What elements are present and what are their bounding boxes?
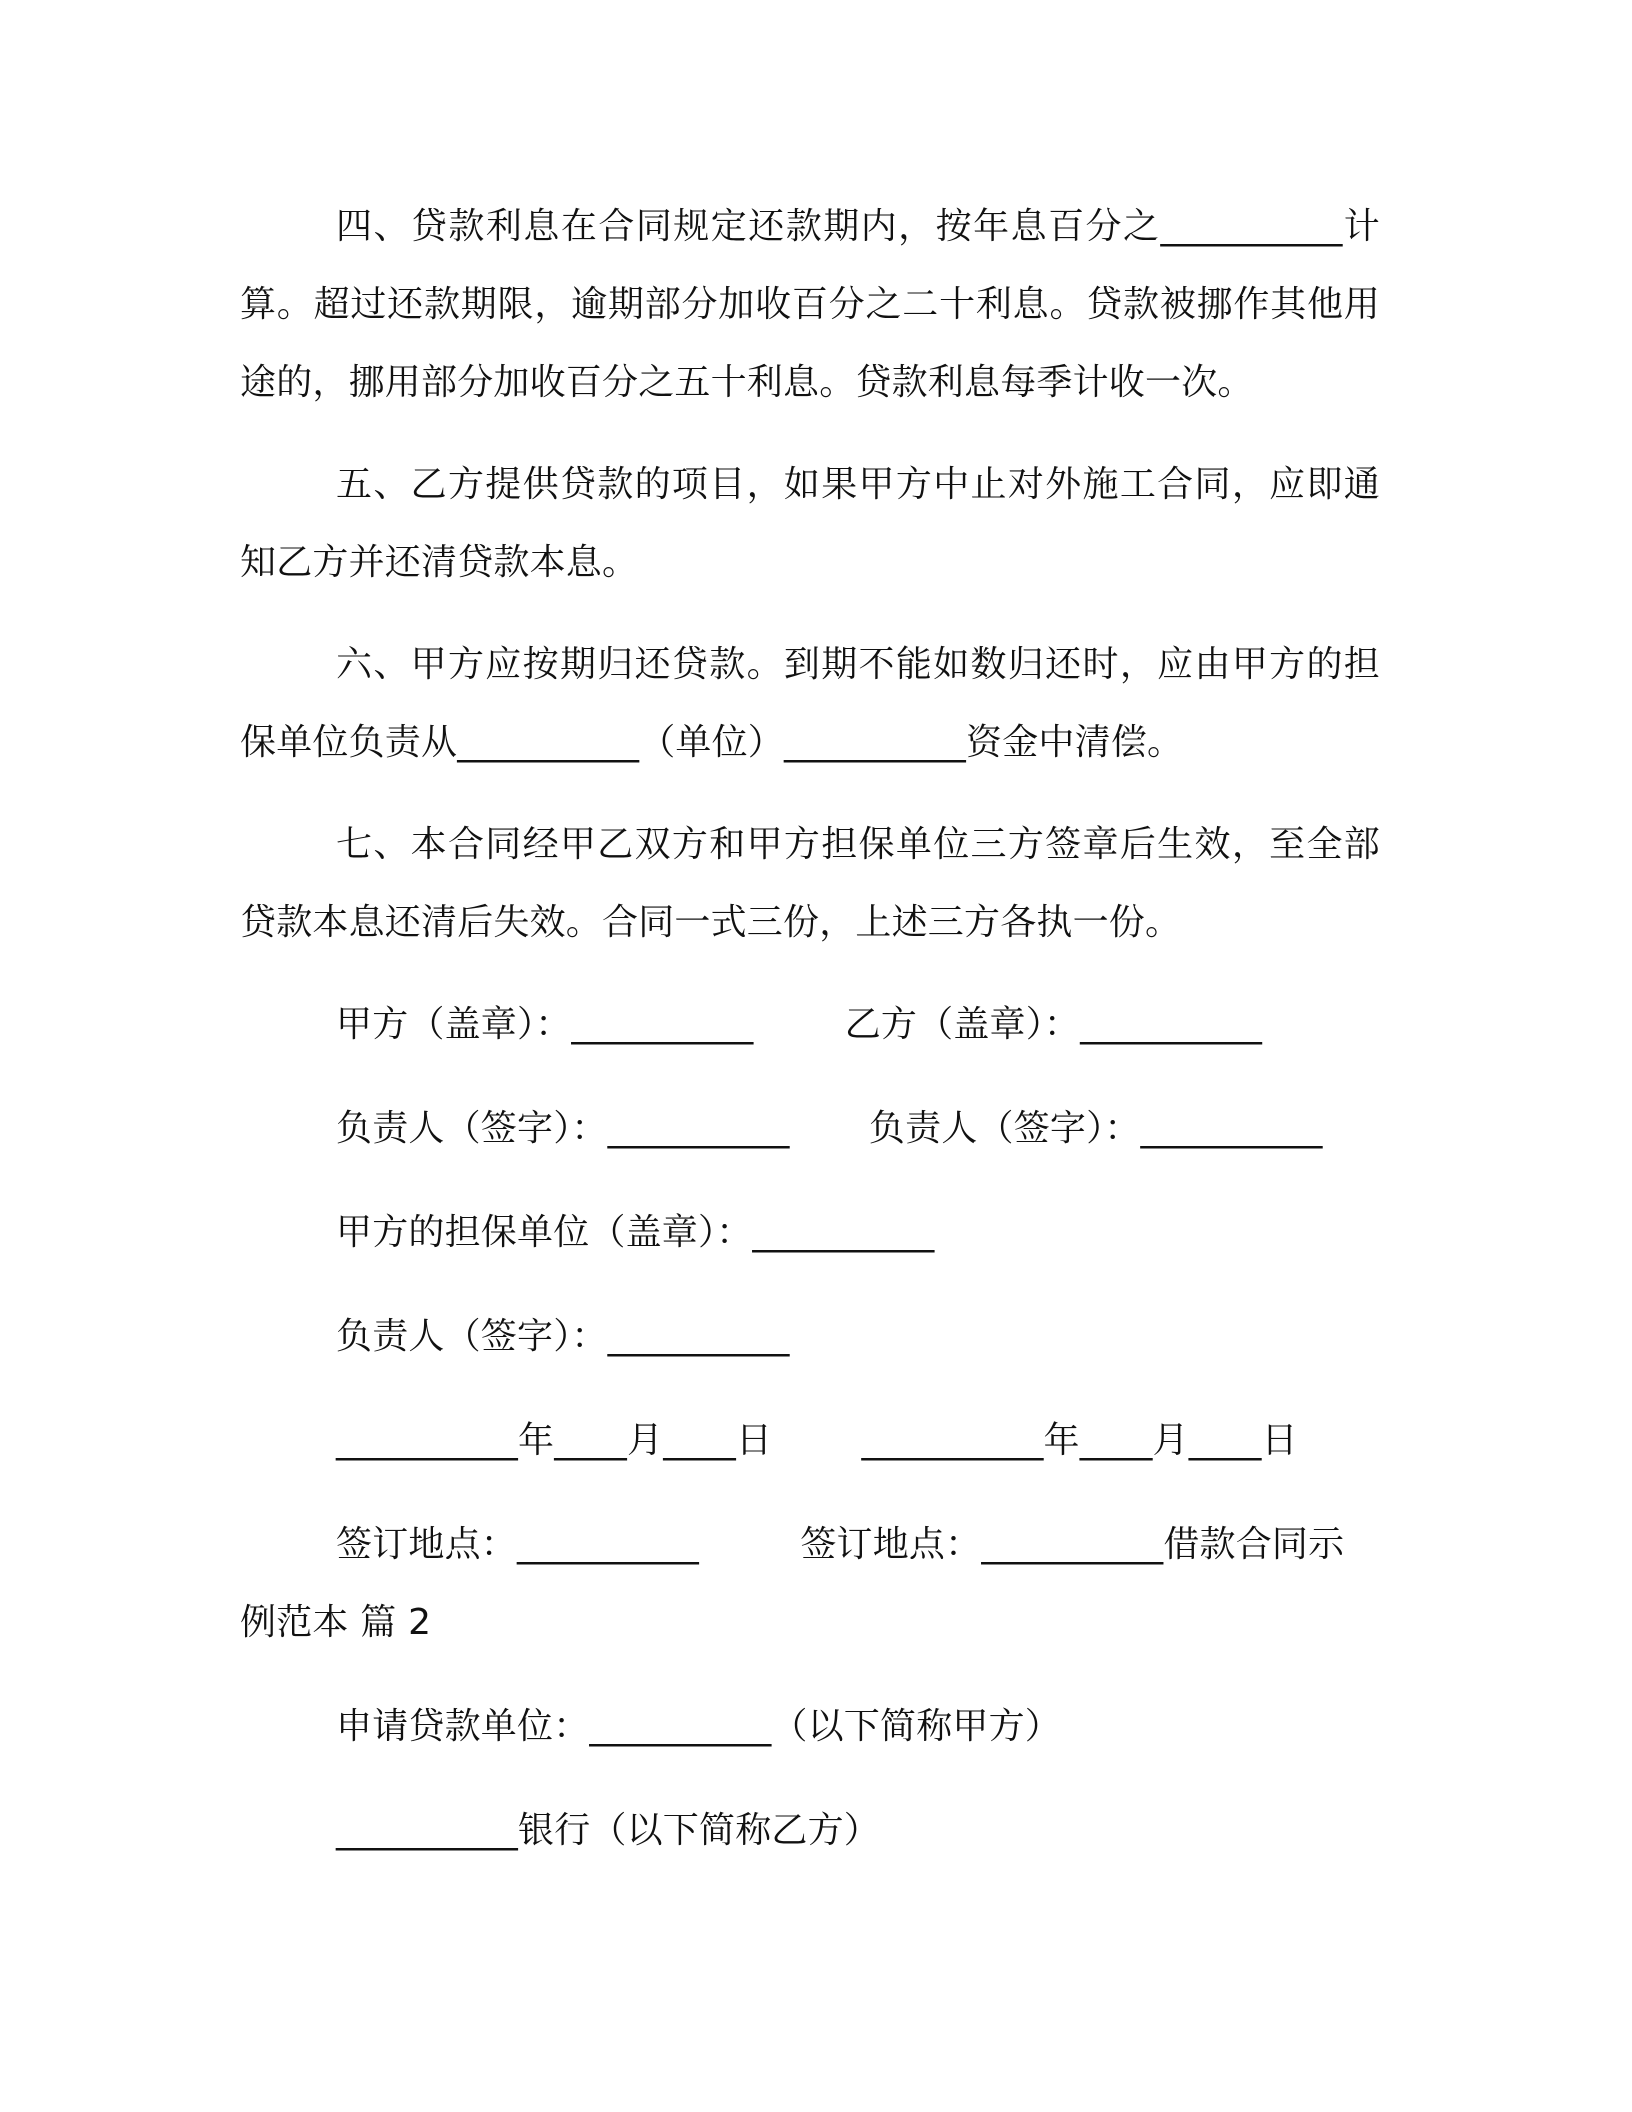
document-body — [240, 188, 1380, 1896]
seal-line — [240, 986, 1380, 1090]
guarantor-seal: 甲方的担保单位（盖章）：__________ — [336, 1212, 935, 1253]
guarantor-responsible: 负责人（签字）：__________ — [336, 1316, 790, 1357]
applicant-unit: 申请贷款单位：__________（以下简称甲方） — [336, 1706, 1062, 1747]
party-b-seal: 乙方（盖章）：__________ — [844, 1004, 1263, 1045]
party-b-responsible: 负责人（签字）：__________ — [868, 1108, 1323, 1149]
guarantor-seal-line — [240, 1194, 1380, 1298]
clause-seven: 七、本合同经甲乙双方和甲方担保单位三方签章后生效，至全部贷款本息还清后失效。合同一式三份，上述三方各执一份。 — [240, 824, 1380, 943]
date-line — [240, 1402, 1380, 1506]
party-a-seal: 甲方（盖章）：__________ — [336, 1004, 754, 1045]
date-party-a: __________年____月____日 — [336, 1420, 773, 1461]
bank-line — [240, 1792, 1380, 1896]
clause-four: 四、贷款利息在合同规定还款期内，按年息百分之__________计算。超过还款期限，逾期部分加收百分之二十利息。贷款被挪作其他用途的，挪用部分加收百分之五十利息。贷款利息每季计收一次。 — [240, 206, 1380, 403]
bank-name: __________银行（以下简称乙方） — [336, 1810, 881, 1851]
signing-place-b: 签订地点：__________借款合同示 — [800, 1524, 1345, 1565]
guarantor-responsible-line — [240, 1298, 1380, 1402]
signing-place-a: 签订地点：__________ — [336, 1524, 700, 1565]
date-party-b: __________年____月____日 — [861, 1420, 1298, 1461]
clause-six: 六、甲方应按期归还贷款。到期不能如数归还时，应由甲方的担保单位负责从__________（单位）__________资金中清偿。 — [240, 644, 1380, 763]
section-heading-tail — [240, 1584, 1380, 1688]
applicant-line — [240, 1688, 1380, 1792]
responsible-person-line — [240, 1090, 1380, 1194]
party-a-responsible: 负责人（签字）：__________ — [336, 1108, 790, 1149]
signing-place-line — [240, 1506, 1380, 1584]
clause-five: 五、乙方提供贷款的项目，如果甲方中止对外施工合同，应即通知乙方并还清贷款本息。 — [240, 464, 1380, 583]
section-title-tail: 例范本 篇 2 — [240, 1602, 432, 1643]
